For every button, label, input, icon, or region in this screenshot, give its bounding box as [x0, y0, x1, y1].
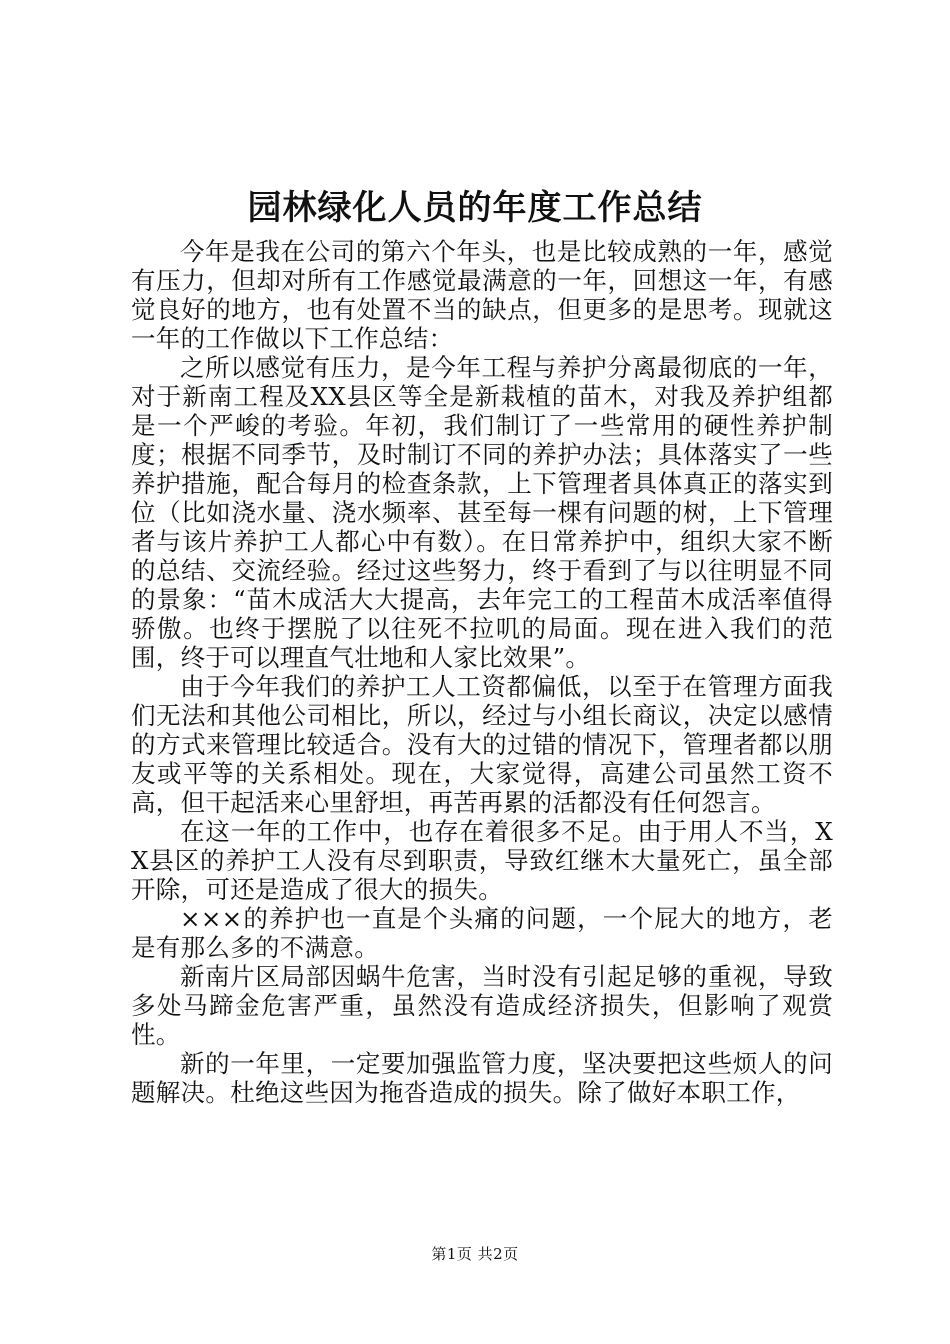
paragraph: 在这一年的工作中，也存在着很多不足。由于用人不当，XX县区的养护工人没有尽到职责，导致红继木大量死亡，虽全部开除，可还是造成了很大的损失。: [131, 817, 833, 904]
page-number-footer: 第1页 共2页: [431, 1245, 519, 1263]
document-body: [131, 237, 833, 1107]
paragraph: 由于今年我们的养护工人工资都偏低，以至于在管理方面我们无法和其他公司相比，所以，经过与小组长商议，决定以感情的方式来管理比较适合。没有大的过错的情况下，管理者都以朋友或平等的关系相处。现在，大家觉得，高建公司虽然工资不高，但干起活来心里舒坦，再苦再累的活都没有任何怨言。: [131, 672, 833, 817]
paragraph: 之所以感觉有压力，是今年工程与养护分离最彻底的一年，对于新南工程及XX县区等全是新栽植的苗木，对我及养护组都是一个严峻的考验。年初，我们制订了一些常用的硬性养护制度；根据不同季节，及时制订不同的养护办法；具体落实了一些养护措施，配合每月的检查条款，上下管理者具体真正的落实到位（比如浇水量、浇水频率、甚至每一棵有问题的树，上下管理者与该片养护工人都心中有数）。在日常养护中，组织大家不断的总结、交流经验。经过这些努力，终于看到了与以往明显不同的景象：“苗木成活大大提高，去年完工的工程苗木成活率值得骄傲。也终于摆脱了以往死不拉叽的局面。现在进入我们的范围，终于可以理直气壮地和人家比效果”。: [131, 353, 833, 672]
document-title: 园林绿化人员的年度工作总结: [247, 188, 703, 228]
paragraph: 新的一年里，一定要加强监管力度，坚决要把这些烦人的问题解决。杜绝这些因为拖沓造成的损失。除了做好本职工作，: [131, 1049, 833, 1107]
paragraph: 今年是我在公司的第六个年头，也是比较成熟的一年，感觉有压力，但却对所有工作感觉最满意的一年，回想这一年，有感觉良好的地方，也有处置不当的缺点，但更多的是思考。现就这一年的工作做以下工作总结：: [131, 237, 833, 353]
paragraph: ×××的养护也一直是个头痛的问题，一个屁大的地方，老是有那么多的不满意。: [131, 904, 833, 962]
paragraph: 新南片区局部因蜗牛危害，当时没有引起足够的重视，导致多处马蹄金危害严重，虽然没有造成经济损失，但影响了观赏性。: [131, 962, 833, 1049]
